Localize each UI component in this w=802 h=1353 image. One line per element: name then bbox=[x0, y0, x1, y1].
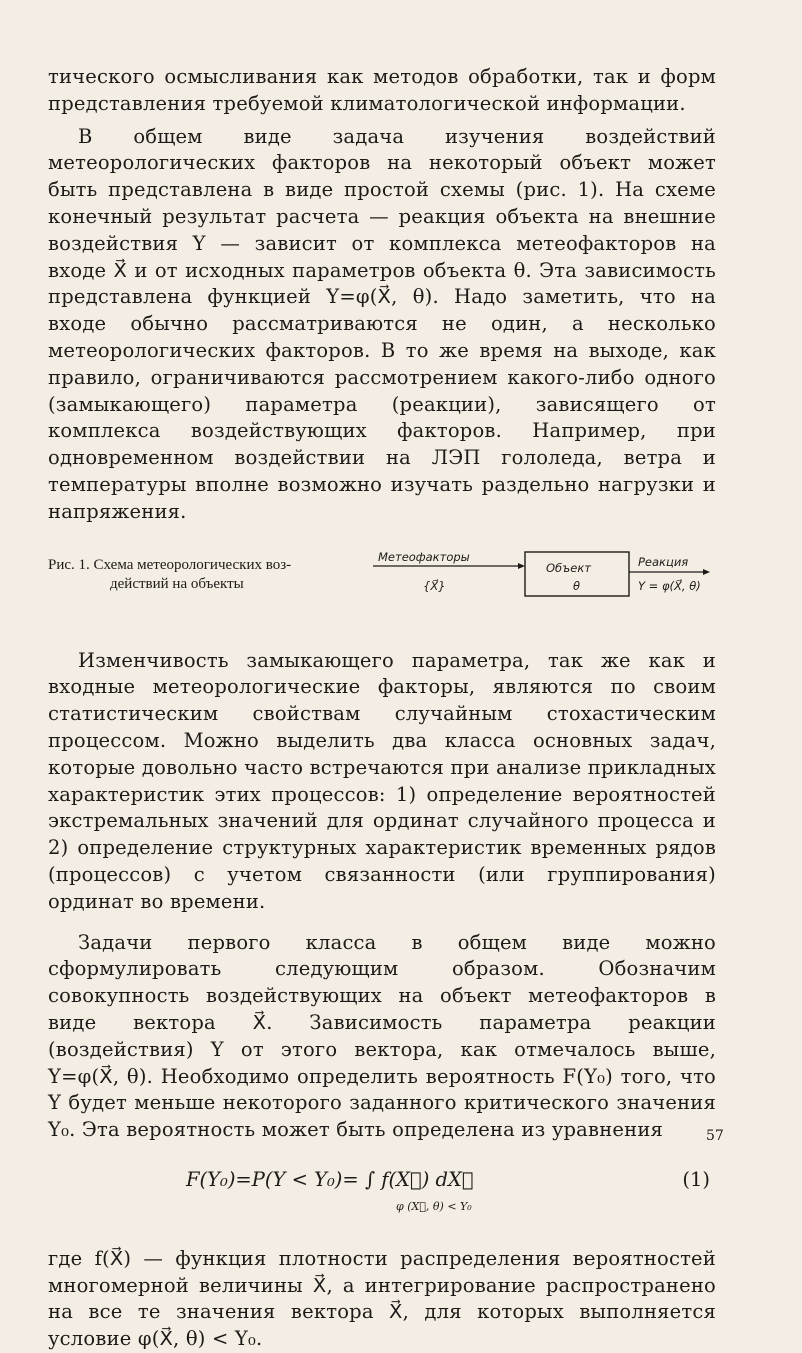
input-arrowhead bbox=[518, 563, 525, 569]
formula-body: F(Y₀)=P(Y < Y₀)= ∫ f(X⃗) dX⃗ bbox=[186, 1167, 474, 1191]
page-body bbox=[48, 64, 716, 1353]
output-formula: Y = φ(X⃗, θ) bbox=[638, 578, 701, 593]
paragraph-2: В общем виде задача изучения воздействий метеорологических факторов на некоторый объект может быть представлена в виде простой схемы (рис. 1). На схеме конечный результат расчета — реакция объекта на внешние воздействия Y — зависит от комплекса метеофакторов на входе X⃗ и от исходных параметров объекта θ. Эта зависимость представлена функцией Y=φ(X⃗, θ). Надо заметить, что на входе обычно рассматриваются не один, а несколько метеорологических факторов. В то же время на выходе, как правило, ограничиваются рассмотрением какого-либо одного (замыкающего) параметра (реакции), зависящего от комплекса воздействующих факторов. Например, при одновременном воздействии на ЛЭП гололеда, ветра и температуры вполне возможно изучать раздельно нагрузки и напряжения. bbox=[48, 124, 716, 523]
integral-domain: φ (X⃗, θ) < Y₀ bbox=[396, 1199, 472, 1213]
paragraph-3: Изменчивость замыкающего параметра, так же как и входные метеорологические факторы, являются по своим статистическим свойствам случайным стохастическим процессом. Можно выделить два класса основных задач, которые довольно часто встречаются при анализе прикладных характеристик этих процессов: 1) определение вероятностей экстремальных значений для ординат случайного процесса и 2) определение структурных характеристик временных рядов (процессов) с учетом связанности (или группирования) ординат во времени. bbox=[48, 648, 716, 913]
figure-caption bbox=[48, 556, 348, 594]
page-number: 57 bbox=[706, 1128, 724, 1144]
figure-1 bbox=[48, 548, 716, 618]
input-vector: {X⃗} bbox=[423, 578, 446, 593]
input-label: Метеофакторы bbox=[378, 549, 470, 564]
scheme-diagram bbox=[368, 548, 713, 618]
output-arrowhead bbox=[703, 569, 710, 575]
caption-line-2: действий на объекты bbox=[110, 575, 244, 592]
caption-line-1: Рис. 1. Схема метеорологических воз- bbox=[48, 556, 292, 573]
formula-number: (1) bbox=[682, 1167, 710, 1191]
paragraph-1: тического осмысливания как методов обработки, так и форм представления требуемой климатологической информации. bbox=[48, 65, 716, 115]
object-box-theta: θ bbox=[573, 578, 581, 593]
output-label: Реакция bbox=[638, 554, 689, 569]
object-box-title: Объект bbox=[546, 560, 591, 575]
formula-1 bbox=[48, 1164, 716, 1218]
paragraph-5: где f(X⃗) — функция плотности распределения вероятностей многомерной величины X⃗, а интегрирование распространено на все те значения вектора X⃗, для которых выполняется условие φ(X⃗, θ) < Y₀. bbox=[48, 1246, 716, 1351]
paragraph-4: Задачи первого класса в общем виде можно сформулировать следующим образом. Обозначим совокупность воздействующих на объект метеофакторов в виде вектора X⃗. Зависимость параметра реакции (воздействия) Y от этого вектора, как отмечалось выше, Y=φ(X⃗, θ). Необходимо определить вероятность F(Y₀) того, что Y будет меньше некоторого заданного критического значения Y₀. Эта вероятность может быть определена из уравнения bbox=[48, 930, 716, 1142]
